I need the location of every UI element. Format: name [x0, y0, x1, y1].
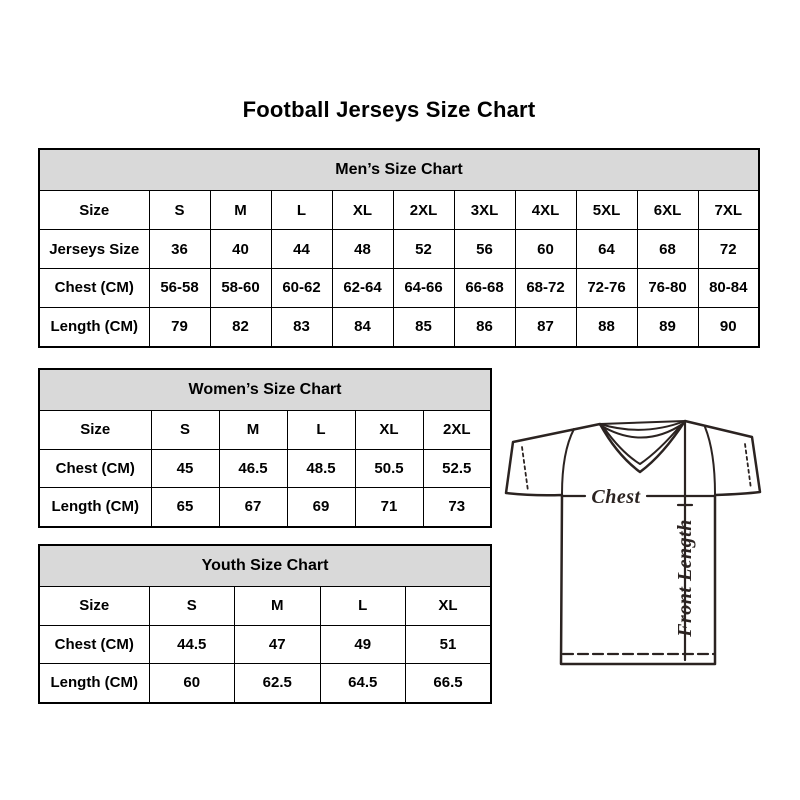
table-row	[39, 230, 759, 269]
youth-size-table	[38, 544, 492, 704]
row-label-cell: Size	[39, 191, 149, 230]
value-cell: 82	[210, 307, 271, 347]
value-cell: 56	[454, 230, 515, 269]
value-cell: 50.5	[355, 449, 423, 487]
value-cell: 90	[698, 307, 759, 347]
chest-label: Chest	[591, 486, 641, 508]
table-row	[39, 449, 491, 487]
value-cell: 65	[151, 487, 219, 527]
row-label-cell: Size	[39, 411, 151, 449]
value-cell: 51	[406, 625, 492, 663]
value-cell: 48	[332, 230, 393, 269]
value-cell: 66.5	[406, 663, 492, 703]
value-cell: 85	[393, 307, 454, 347]
value-cell: 56-58	[149, 268, 210, 307]
value-cell: 2XL	[393, 191, 454, 230]
value-cell: 2XL	[423, 411, 491, 449]
value-cell: 79	[149, 307, 210, 347]
value-cell: 86	[454, 307, 515, 347]
value-cell: 64-66	[393, 268, 454, 307]
jersey-measurement-diagram	[495, 405, 780, 675]
row-label-cell: Length (CM)	[39, 663, 149, 703]
value-cell: 68	[637, 230, 698, 269]
value-cell: 49	[320, 625, 406, 663]
value-cell: 47	[235, 625, 321, 663]
value-cell: M	[235, 587, 321, 625]
value-cell: 72	[698, 230, 759, 269]
value-cell: M	[210, 191, 271, 230]
value-cell: 60	[149, 663, 235, 703]
value-cell: 89	[637, 307, 698, 347]
value-cell: 84	[332, 307, 393, 347]
value-cell: 48.5	[287, 449, 355, 487]
row-label-cell: Chest (CM)	[39, 449, 151, 487]
row-label-cell: Length (CM)	[39, 307, 149, 347]
value-cell: 72-76	[576, 268, 637, 307]
front-length-label: Front Length	[674, 519, 696, 637]
value-cell: 60	[515, 230, 576, 269]
page-title: Football Jerseys Size Chart	[242, 97, 536, 122]
value-cell: 64	[576, 230, 637, 269]
table-header: Men’s Size Chart	[39, 149, 759, 191]
value-cell: 64.5	[320, 663, 406, 703]
value-cell: M	[219, 411, 287, 449]
table-row	[39, 487, 491, 527]
value-cell: 52.5	[423, 449, 491, 487]
value-cell: 83	[271, 307, 332, 347]
value-cell: 62.5	[235, 663, 321, 703]
value-cell: S	[151, 411, 219, 449]
table-header-row	[39, 149, 759, 191]
value-cell: 76-80	[637, 268, 698, 307]
value-cell: 52	[393, 230, 454, 269]
value-cell: 80-84	[698, 268, 759, 307]
value-cell: 71	[355, 487, 423, 527]
value-cell: XL	[355, 411, 423, 449]
value-cell: 36	[149, 230, 210, 269]
value-cell: 3XL	[454, 191, 515, 230]
row-label-cell: Chest (CM)	[39, 625, 149, 663]
value-cell: 45	[151, 449, 219, 487]
value-cell: 73	[423, 487, 491, 527]
value-cell: L	[271, 191, 332, 230]
value-cell: 87	[515, 307, 576, 347]
row-label-cell: Jerseys Size	[39, 230, 149, 269]
value-cell: 40	[210, 230, 271, 269]
value-cell: 67	[219, 487, 287, 527]
value-cell: L	[287, 411, 355, 449]
mens-size-table	[38, 148, 760, 348]
table-header-row	[39, 369, 491, 411]
value-cell: L	[320, 587, 406, 625]
value-cell: 6XL	[637, 191, 698, 230]
table-header-row	[39, 545, 491, 587]
value-cell: 66-68	[454, 268, 515, 307]
value-cell: 44.5	[149, 625, 235, 663]
table-row	[39, 411, 491, 449]
value-cell: 60-62	[271, 268, 332, 307]
value-cell: 46.5	[219, 449, 287, 487]
value-cell: XL	[332, 191, 393, 230]
row-label-cell: Chest (CM)	[39, 268, 149, 307]
table-row	[39, 307, 759, 347]
value-cell: 58-60	[210, 268, 271, 307]
row-label-cell: Length (CM)	[39, 487, 151, 527]
table-row	[39, 625, 491, 663]
table-row	[39, 268, 759, 307]
value-cell: S	[149, 191, 210, 230]
table-header: Youth Size Chart	[39, 545, 491, 587]
value-cell: 44	[271, 230, 332, 269]
value-cell: 88	[576, 307, 637, 347]
table-header: Women’s Size Chart	[39, 369, 491, 411]
womens-size-table	[38, 368, 492, 528]
table-row	[39, 663, 491, 703]
value-cell: 7XL	[698, 191, 759, 230]
table-row	[39, 191, 759, 230]
value-cell: 69	[287, 487, 355, 527]
value-cell: XL	[406, 587, 492, 625]
value-cell: 5XL	[576, 191, 637, 230]
table-row	[39, 587, 491, 625]
jersey-outline	[506, 421, 760, 664]
value-cell: 62-64	[332, 268, 393, 307]
value-cell: S	[149, 587, 235, 625]
value-cell: 68-72	[515, 268, 576, 307]
row-label-cell: Size	[39, 587, 149, 625]
value-cell: 4XL	[515, 191, 576, 230]
